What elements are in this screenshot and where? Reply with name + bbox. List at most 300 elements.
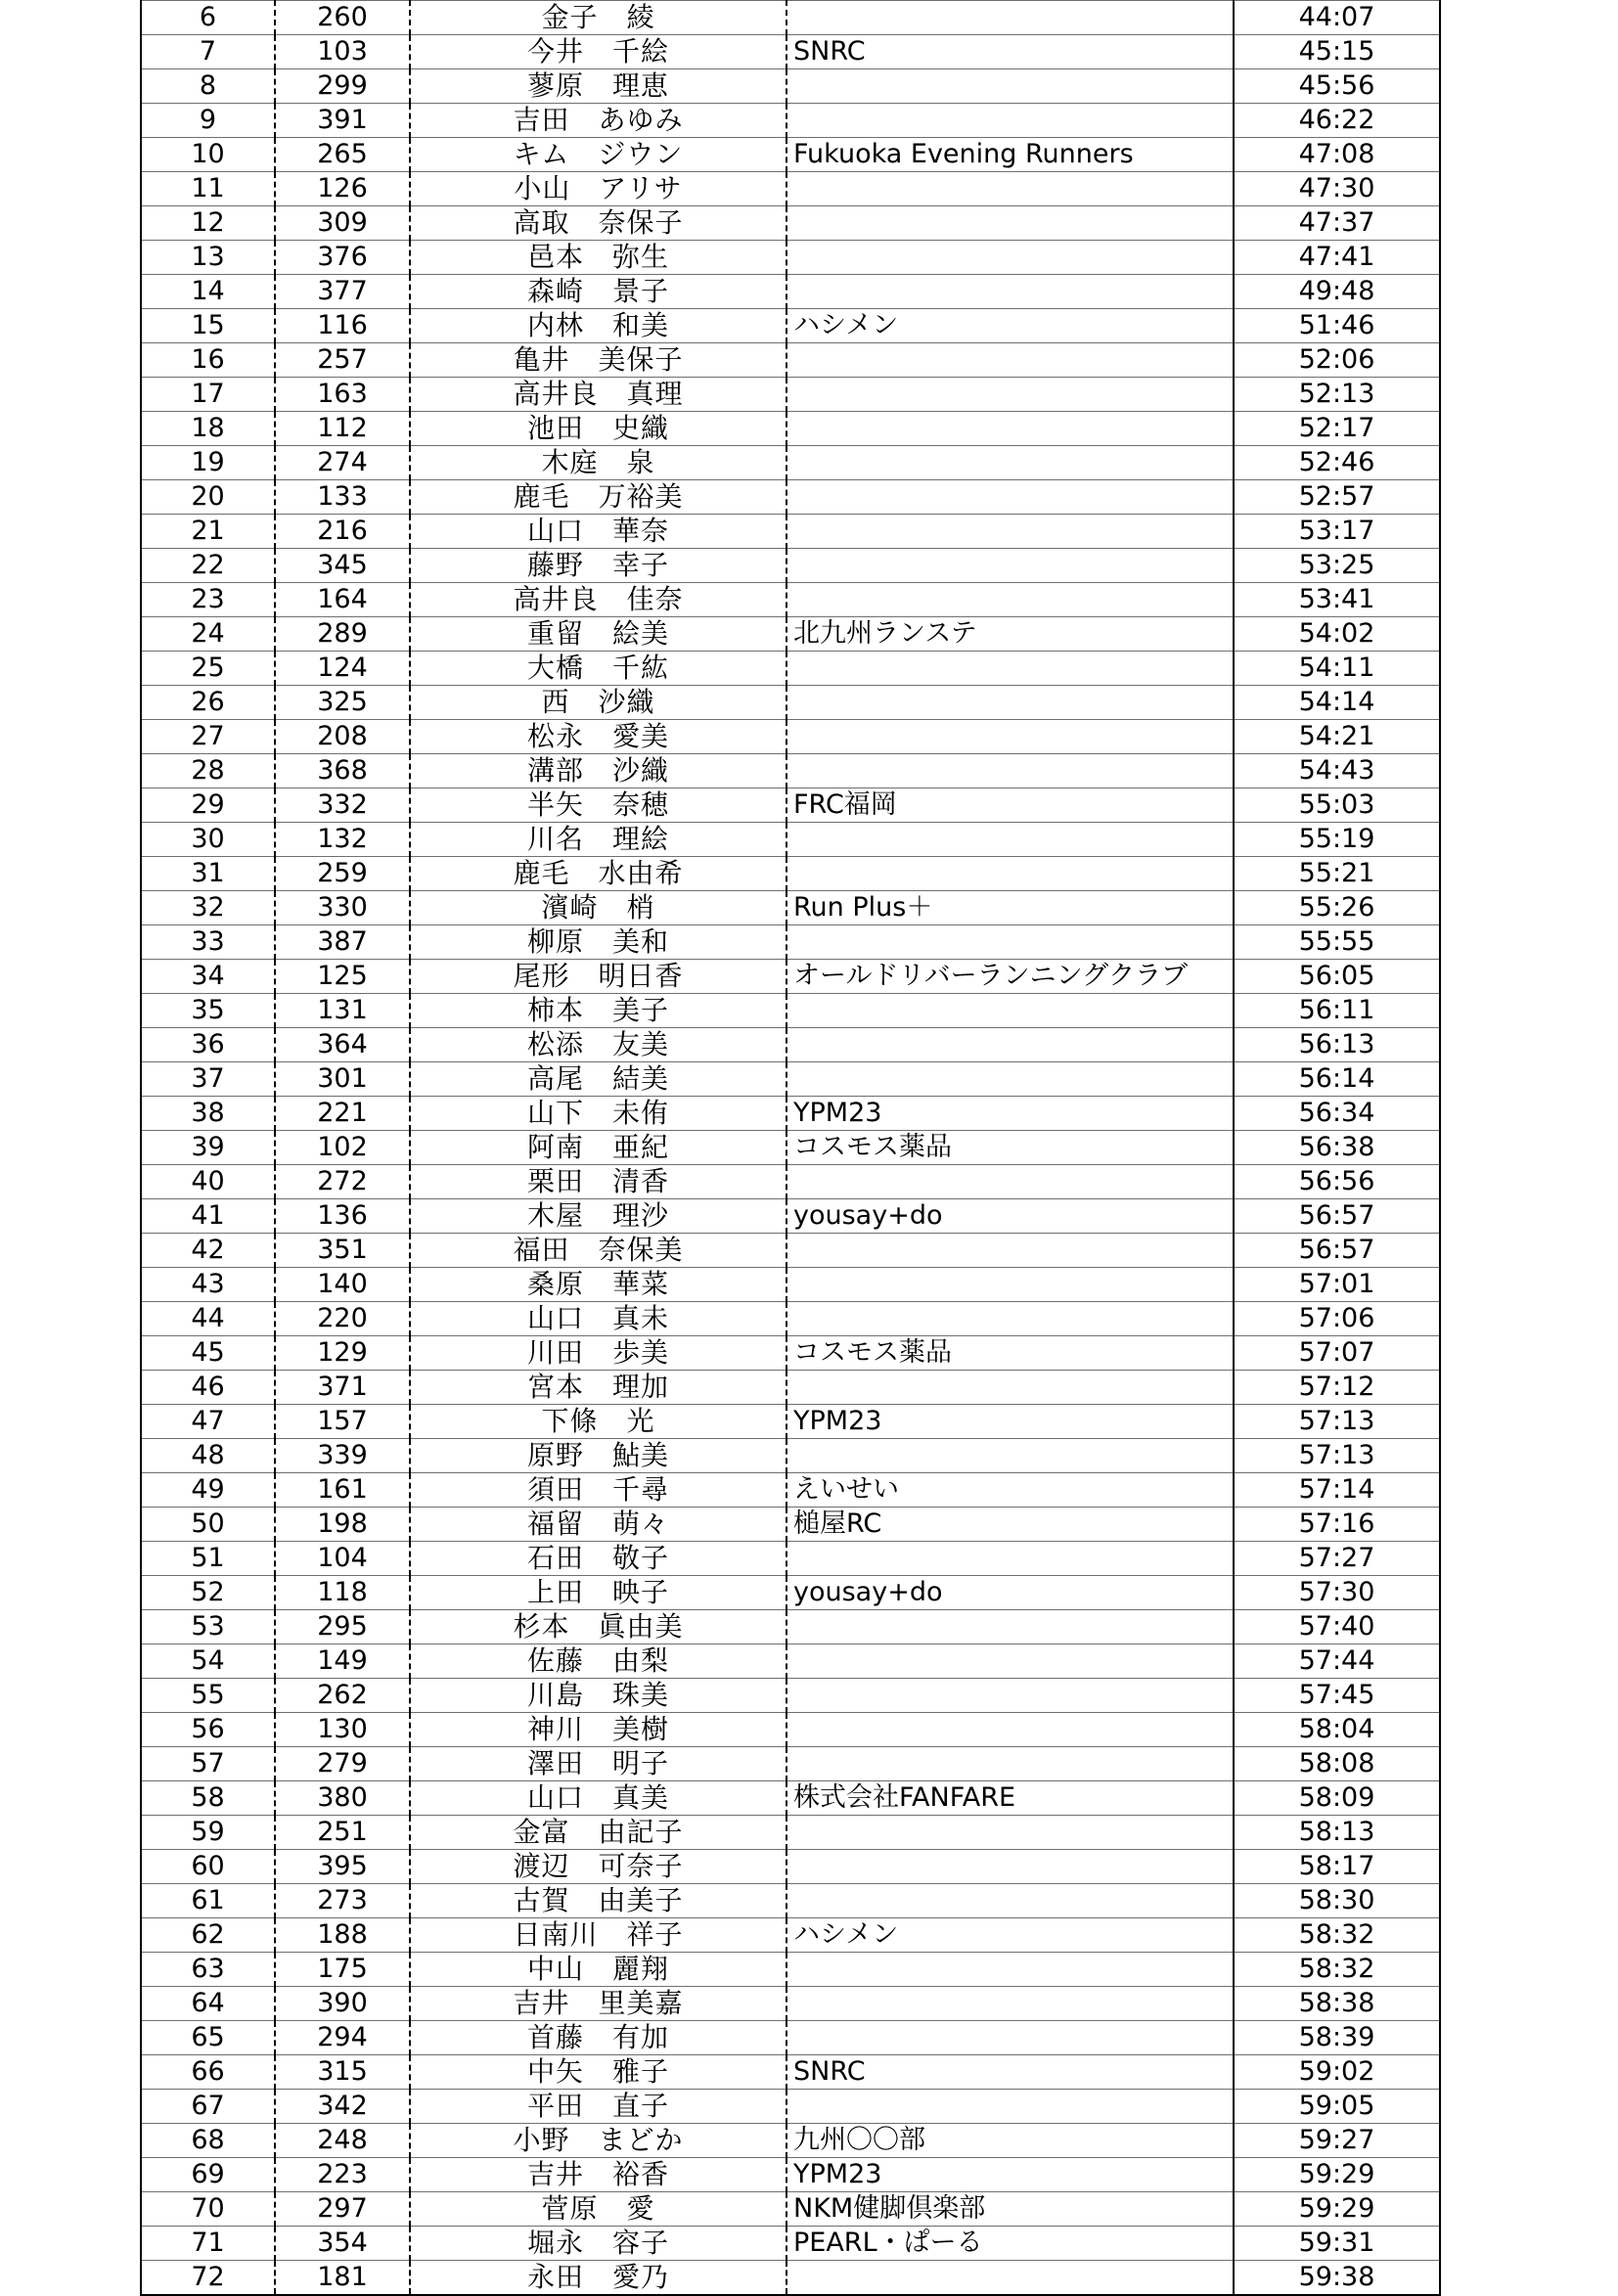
finish-time-cell: 55:19 <box>1234 823 1440 857</box>
bib-number-cell: 299 <box>275 69 410 104</box>
runner-name-cell: 桑原 華菜 <box>410 1268 787 1302</box>
table-row <box>141 823 1440 857</box>
bib-number-cell: 221 <box>275 1097 410 1131</box>
runner-name-cell: 鹿毛 水由希 <box>410 857 787 891</box>
runner-name-cell: 重留 絵美 <box>410 617 787 652</box>
runner-name-cell: キム ジウン <box>410 138 787 172</box>
table-row <box>141 549 1440 583</box>
table-row <box>141 1918 1440 1953</box>
rank-cell: 26 <box>141 686 275 720</box>
table-row <box>141 583 1440 617</box>
rank-cell: 57 <box>141 1747 275 1781</box>
bib-number-cell: 390 <box>275 1987 410 2021</box>
runner-name-cell: 上田 映子 <box>410 1576 787 1610</box>
table-row <box>141 1679 1440 1713</box>
bib-number-cell: 273 <box>275 1884 410 1918</box>
finish-time-cell: 58:04 <box>1234 1713 1440 1747</box>
team-cell <box>787 1 1234 35</box>
bib-number-cell: 131 <box>275 994 410 1028</box>
runner-name-cell: 宮本 理加 <box>410 1371 787 1405</box>
rank-cell: 6 <box>141 1 275 35</box>
rank-cell: 48 <box>141 1439 275 1473</box>
runner-name-cell: 半矢 奈穂 <box>410 788 787 823</box>
finish-time-cell: 59:05 <box>1234 2090 1440 2124</box>
bib-number-cell: 377 <box>275 275 410 309</box>
rank-cell: 17 <box>141 378 275 412</box>
team-cell <box>787 1062 1234 1097</box>
table-row <box>141 1508 1440 1542</box>
runner-name-cell: 神川 美樹 <box>410 1713 787 1747</box>
bib-number-cell: 129 <box>275 1336 410 1371</box>
finish-time-cell: 59:02 <box>1234 2055 1440 2090</box>
team-cell <box>787 1644 1234 1679</box>
runner-name-cell: 金子 綾 <box>410 1 787 35</box>
rank-cell: 35 <box>141 994 275 1028</box>
team-cell: コスモス薬品 <box>787 1131 1234 1165</box>
finish-time-cell: 58:32 <box>1234 1953 1440 1987</box>
rank-cell: 63 <box>141 1953 275 1987</box>
bib-number-cell: 257 <box>275 343 410 378</box>
team-cell <box>787 206 1234 241</box>
rank-cell: 46 <box>141 1371 275 1405</box>
team-cell <box>787 857 1234 891</box>
runner-name-cell: 木庭 泉 <box>410 446 787 480</box>
team-cell <box>787 549 1234 583</box>
runner-name-cell: 濱崎 梢 <box>410 891 787 925</box>
rank-cell: 24 <box>141 617 275 652</box>
finish-time-cell: 59:29 <box>1234 2192 1440 2227</box>
runner-name-cell: 中山 麗翔 <box>410 1953 787 1987</box>
finish-time-cell: 58:09 <box>1234 1781 1440 1816</box>
finish-time-cell: 56:05 <box>1234 960 1440 994</box>
table-row <box>141 1953 1440 1987</box>
results-body <box>141 1 1440 2296</box>
finish-time-cell: 58:30 <box>1234 1884 1440 1918</box>
table-row <box>141 1542 1440 1576</box>
runner-name-cell: 日南川 祥子 <box>410 1918 787 1953</box>
runner-name-cell: 高尾 結美 <box>410 1062 787 1097</box>
table-row <box>141 1576 1440 1610</box>
bib-number-cell: 157 <box>275 1405 410 1439</box>
table-row <box>141 686 1440 720</box>
bib-number-cell: 103 <box>275 35 410 69</box>
runner-name-cell: 山口 華奈 <box>410 515 787 549</box>
team-cell <box>787 1850 1234 1884</box>
bib-number-cell: 175 <box>275 1953 410 1987</box>
table-row <box>141 275 1440 309</box>
runner-name-cell: 亀井 美保子 <box>410 343 787 378</box>
bib-number-cell: 188 <box>275 1918 410 1953</box>
rank-cell: 65 <box>141 2021 275 2055</box>
rank-cell: 21 <box>141 515 275 549</box>
rank-cell: 9 <box>141 104 275 138</box>
rank-cell: 25 <box>141 652 275 686</box>
team-cell <box>787 104 1234 138</box>
finish-time-cell: 56:34 <box>1234 1097 1440 1131</box>
table-row <box>141 1028 1440 1062</box>
runner-name-cell: 堀永 容子 <box>410 2227 787 2261</box>
table-row <box>141 1816 1440 1850</box>
runner-name-cell: 西 沙織 <box>410 686 787 720</box>
finish-time-cell: 58:39 <box>1234 2021 1440 2055</box>
finish-time-cell: 52:06 <box>1234 343 1440 378</box>
team-cell <box>787 583 1234 617</box>
table-row <box>141 1781 1440 1816</box>
bib-number-cell: 339 <box>275 1439 410 1473</box>
rank-cell: 71 <box>141 2227 275 2261</box>
bib-number-cell: 116 <box>275 309 410 343</box>
runner-name-cell: 小野 まどか <box>410 2124 787 2158</box>
finish-time-cell: 57:13 <box>1234 1439 1440 1473</box>
finish-time-cell: 58:13 <box>1234 1816 1440 1850</box>
runner-name-cell: 溝部 沙織 <box>410 754 787 788</box>
rank-cell: 45 <box>141 1336 275 1371</box>
team-cell: 槌屋RC <box>787 1508 1234 1542</box>
team-cell <box>787 1234 1234 1268</box>
finish-time-cell: 47:37 <box>1234 206 1440 241</box>
table-row <box>141 1234 1440 1268</box>
rank-cell: 38 <box>141 1097 275 1131</box>
finish-time-cell: 57:27 <box>1234 1542 1440 1576</box>
rank-cell: 51 <box>141 1542 275 1576</box>
runner-name-cell: 川島 珠美 <box>410 1679 787 1713</box>
team-cell: えいせい <box>787 1473 1234 1508</box>
bib-number-cell: 315 <box>275 2055 410 2090</box>
team-cell: オールドリバーランニングクラブ <box>787 960 1234 994</box>
bib-number-cell: 297 <box>275 2192 410 2227</box>
rank-cell: 70 <box>141 2192 275 2227</box>
finish-time-cell: 53:25 <box>1234 549 1440 583</box>
team-cell <box>787 994 1234 1028</box>
table-row <box>141 925 1440 960</box>
finish-time-cell: 59:27 <box>1234 2124 1440 2158</box>
runner-name-cell: 栗田 清香 <box>410 1165 787 1199</box>
bib-number-cell: 251 <box>275 1816 410 1850</box>
team-cell: YPM23 <box>787 1405 1234 1439</box>
bib-number-cell: 371 <box>275 1371 410 1405</box>
runner-name-cell: 小山 アリサ <box>410 172 787 206</box>
table-row <box>141 343 1440 378</box>
team-cell <box>787 172 1234 206</box>
bib-number-cell: 301 <box>275 1062 410 1097</box>
bib-number-cell: 161 <box>275 1473 410 1508</box>
rank-cell: 34 <box>141 960 275 994</box>
table-row <box>141 1405 1440 1439</box>
table-row <box>141 241 1440 275</box>
team-cell <box>787 378 1234 412</box>
finish-time-cell: 54:21 <box>1234 720 1440 754</box>
table-row <box>141 788 1440 823</box>
bib-number-cell: 391 <box>275 104 410 138</box>
rank-cell: 28 <box>141 754 275 788</box>
rank-cell: 61 <box>141 1884 275 1918</box>
runner-name-cell: 川田 歩美 <box>410 1336 787 1371</box>
bib-number-cell: 395 <box>275 1850 410 1884</box>
finish-time-cell: 59:31 <box>1234 2227 1440 2261</box>
bib-number-cell: 351 <box>275 1234 410 1268</box>
bib-number-cell: 125 <box>275 960 410 994</box>
team-cell: 株式会社FANFARE <box>787 1781 1234 1816</box>
bib-number-cell: 118 <box>275 1576 410 1610</box>
rank-cell: 29 <box>141 788 275 823</box>
table-row <box>141 1302 1440 1336</box>
table-row <box>141 172 1440 206</box>
rank-cell: 66 <box>141 2055 275 2090</box>
table-row <box>141 2158 1440 2192</box>
team-cell: yousay+do <box>787 1199 1234 1234</box>
finish-time-cell: 57:44 <box>1234 1644 1440 1679</box>
table-row <box>141 1884 1440 1918</box>
finish-time-cell: 56:13 <box>1234 1028 1440 1062</box>
finish-time-cell: 55:03 <box>1234 788 1440 823</box>
rank-cell: 23 <box>141 583 275 617</box>
bib-number-cell: 248 <box>275 2124 410 2158</box>
table-row <box>141 515 1440 549</box>
runner-name-cell: 尾形 明日香 <box>410 960 787 994</box>
finish-time-cell: 56:57 <box>1234 1234 1440 1268</box>
table-row <box>141 857 1440 891</box>
team-cell <box>787 1610 1234 1644</box>
team-cell: YPM23 <box>787 2158 1234 2192</box>
finish-time-cell: 58:38 <box>1234 1987 1440 2021</box>
runner-name-cell: 佐藤 由梨 <box>410 1644 787 1679</box>
runner-name-cell: 柿本 美子 <box>410 994 787 1028</box>
rank-cell: 7 <box>141 35 275 69</box>
rank-cell: 13 <box>141 241 275 275</box>
rank-cell: 36 <box>141 1028 275 1062</box>
finish-time-cell: 58:08 <box>1234 1747 1440 1781</box>
bib-number-cell: 309 <box>275 206 410 241</box>
bib-number-cell: 220 <box>275 1302 410 1336</box>
runner-name-cell: 澤田 明子 <box>410 1747 787 1781</box>
finish-time-cell: 57:12 <box>1234 1371 1440 1405</box>
bib-number-cell: 140 <box>275 1268 410 1302</box>
table-row <box>141 2090 1440 2124</box>
finish-time-cell: 54:02 <box>1234 617 1440 652</box>
table-row <box>141 69 1440 104</box>
rank-cell: 20 <box>141 480 275 515</box>
rank-cell: 18 <box>141 412 275 446</box>
finish-time-cell: 56:11 <box>1234 994 1440 1028</box>
rank-cell: 22 <box>141 549 275 583</box>
bib-number-cell: 387 <box>275 925 410 960</box>
team-cell: 九州〇〇部 <box>787 2124 1234 2158</box>
rank-cell: 41 <box>141 1199 275 1234</box>
finish-time-cell: 54:11 <box>1234 652 1440 686</box>
table-row <box>141 720 1440 754</box>
team-cell: ハシメン <box>787 309 1234 343</box>
bib-number-cell: 136 <box>275 1199 410 1234</box>
runner-name-cell: 金富 由記子 <box>410 1816 787 1850</box>
finish-time-cell: 54:43 <box>1234 754 1440 788</box>
finish-time-cell: 59:38 <box>1234 2261 1440 2296</box>
team-cell <box>787 343 1234 378</box>
finish-time-cell: 58:17 <box>1234 1850 1440 1884</box>
runner-name-cell: 大橋 千紘 <box>410 652 787 686</box>
finish-time-cell: 47:30 <box>1234 172 1440 206</box>
bib-number-cell: 132 <box>275 823 410 857</box>
rank-cell: 11 <box>141 172 275 206</box>
team-cell: PEARL・ぱーる <box>787 2227 1234 2261</box>
finish-time-cell: 57:07 <box>1234 1336 1440 1371</box>
finish-time-cell: 57:14 <box>1234 1473 1440 1508</box>
rank-cell: 62 <box>141 1918 275 1953</box>
runner-name-cell: 鹿毛 万裕美 <box>410 480 787 515</box>
rank-cell: 50 <box>141 1508 275 1542</box>
finish-time-cell: 53:41 <box>1234 583 1440 617</box>
finish-time-cell: 52:13 <box>1234 378 1440 412</box>
team-cell <box>787 1302 1234 1336</box>
team-cell <box>787 275 1234 309</box>
rank-cell: 69 <box>141 2158 275 2192</box>
runner-name-cell: 原野 鮎美 <box>410 1439 787 1473</box>
team-cell <box>787 480 1234 515</box>
table-row <box>141 1850 1440 1884</box>
runner-name-cell: 木屋 理沙 <box>410 1199 787 1234</box>
rank-cell: 56 <box>141 1713 275 1747</box>
bib-number-cell: 260 <box>275 1 410 35</box>
team-cell: FRC福岡 <box>787 788 1234 823</box>
table-row <box>141 2055 1440 2090</box>
finish-time-cell: 53:17 <box>1234 515 1440 549</box>
rank-cell: 27 <box>141 720 275 754</box>
runner-name-cell: 杉本 眞由美 <box>410 1610 787 1644</box>
table-row <box>141 1131 1440 1165</box>
team-cell <box>787 1371 1234 1405</box>
team-cell: SNRC <box>787 2055 1234 2090</box>
finish-time-cell: 45:56 <box>1234 69 1440 104</box>
finish-time-cell: 57:40 <box>1234 1610 1440 1644</box>
bib-number-cell: 364 <box>275 1028 410 1062</box>
rank-cell: 37 <box>141 1062 275 1097</box>
team-cell <box>787 823 1234 857</box>
team-cell <box>787 1028 1234 1062</box>
runner-name-cell: 森崎 景子 <box>410 275 787 309</box>
finish-time-cell: 57:06 <box>1234 1302 1440 1336</box>
team-cell: yousay+do <box>787 1576 1234 1610</box>
table-row <box>141 104 1440 138</box>
bib-number-cell: 104 <box>275 1542 410 1576</box>
rank-cell: 12 <box>141 206 275 241</box>
rank-cell: 67 <box>141 2090 275 2124</box>
runner-name-cell: 藤野 幸子 <box>410 549 787 583</box>
rank-cell: 59 <box>141 1816 275 1850</box>
team-cell <box>787 515 1234 549</box>
runner-name-cell: 下條 光 <box>410 1405 787 1439</box>
rank-cell: 14 <box>141 275 275 309</box>
table-row <box>141 1644 1440 1679</box>
finish-time-cell: 47:08 <box>1234 138 1440 172</box>
finish-time-cell: 57:45 <box>1234 1679 1440 1713</box>
rank-cell: 64 <box>141 1987 275 2021</box>
finish-time-cell: 58:32 <box>1234 1918 1440 1953</box>
bib-number-cell: 295 <box>275 1610 410 1644</box>
table-row <box>141 1199 1440 1234</box>
team-cell <box>787 241 1234 275</box>
finish-time-cell: 45:15 <box>1234 35 1440 69</box>
rank-cell: 44 <box>141 1302 275 1336</box>
runner-name-cell: 松永 愛美 <box>410 720 787 754</box>
team-cell <box>787 1542 1234 1576</box>
runner-name-cell: 吉田 あゆみ <box>410 104 787 138</box>
table-row <box>141 309 1440 343</box>
finish-time-cell: 55:21 <box>1234 857 1440 891</box>
finish-time-cell: 56:14 <box>1234 1062 1440 1097</box>
finish-time-cell: 52:57 <box>1234 480 1440 515</box>
bib-number-cell: 332 <box>275 788 410 823</box>
rank-cell: 42 <box>141 1234 275 1268</box>
team-cell <box>787 1987 1234 2021</box>
finish-time-cell: 57:16 <box>1234 1508 1440 1542</box>
bib-number-cell: 279 <box>275 1747 410 1781</box>
bib-number-cell: 376 <box>275 241 410 275</box>
bib-number-cell: 274 <box>275 446 410 480</box>
rank-cell: 32 <box>141 891 275 925</box>
team-cell <box>787 2261 1234 2296</box>
table-row <box>141 1336 1440 1371</box>
team-cell <box>787 1165 1234 1199</box>
table-row <box>141 1 1440 35</box>
table-row <box>141 1473 1440 1508</box>
runner-name-cell: 永田 愛乃 <box>410 2261 787 2296</box>
bib-number-cell: 163 <box>275 378 410 412</box>
finish-time-cell: 59:29 <box>1234 2158 1440 2192</box>
team-cell <box>787 686 1234 720</box>
runner-name-cell: 菅原 愛 <box>410 2192 787 2227</box>
table-row <box>141 480 1440 515</box>
rank-cell: 52 <box>141 1576 275 1610</box>
team-cell: 北九州ランステ <box>787 617 1234 652</box>
finish-time-cell: 44:07 <box>1234 1 1440 35</box>
runner-name-cell: 吉井 里美嘉 <box>410 1987 787 2021</box>
table-row <box>141 994 1440 1028</box>
table-row <box>141 652 1440 686</box>
runner-name-cell: 川名 理絵 <box>410 823 787 857</box>
bib-number-cell: 149 <box>275 1644 410 1679</box>
table-row <box>141 1268 1440 1302</box>
team-cell <box>787 1439 1234 1473</box>
runner-name-cell: 石田 敬子 <box>410 1542 787 1576</box>
finish-time-cell: 56:57 <box>1234 1199 1440 1234</box>
rank-cell: 68 <box>141 2124 275 2158</box>
finish-time-cell: 57:30 <box>1234 1576 1440 1610</box>
runner-name-cell: 山口 真美 <box>410 1781 787 1816</box>
rank-cell: 53 <box>141 1610 275 1644</box>
bib-number-cell: 102 <box>275 1131 410 1165</box>
team-cell: Run Plus＋ <box>787 891 1234 925</box>
finish-time-cell: 52:17 <box>1234 412 1440 446</box>
rank-cell: 60 <box>141 1850 275 1884</box>
table-row <box>141 1610 1440 1644</box>
runner-name-cell: 松添 友美 <box>410 1028 787 1062</box>
rank-cell: 39 <box>141 1131 275 1165</box>
team-cell <box>787 1713 1234 1747</box>
runner-name-cell: 山口 真未 <box>410 1302 787 1336</box>
team-cell: NKM健脚倶楽部 <box>787 2192 1234 2227</box>
team-cell <box>787 754 1234 788</box>
runner-name-cell: 高井良 真理 <box>410 378 787 412</box>
bib-number-cell: 216 <box>275 515 410 549</box>
bib-number-cell: 181 <box>275 2261 410 2296</box>
rank-cell: 16 <box>141 343 275 378</box>
bib-number-cell: 164 <box>275 583 410 617</box>
finish-time-cell: 56:56 <box>1234 1165 1440 1199</box>
table-row <box>141 2227 1440 2261</box>
runner-name-cell: 阿南 亜紀 <box>410 1131 787 1165</box>
runner-name-cell: 古賀 由美子 <box>410 1884 787 1918</box>
runner-name-cell: 今井 千絵 <box>410 35 787 69</box>
results-table <box>140 0 1441 2296</box>
